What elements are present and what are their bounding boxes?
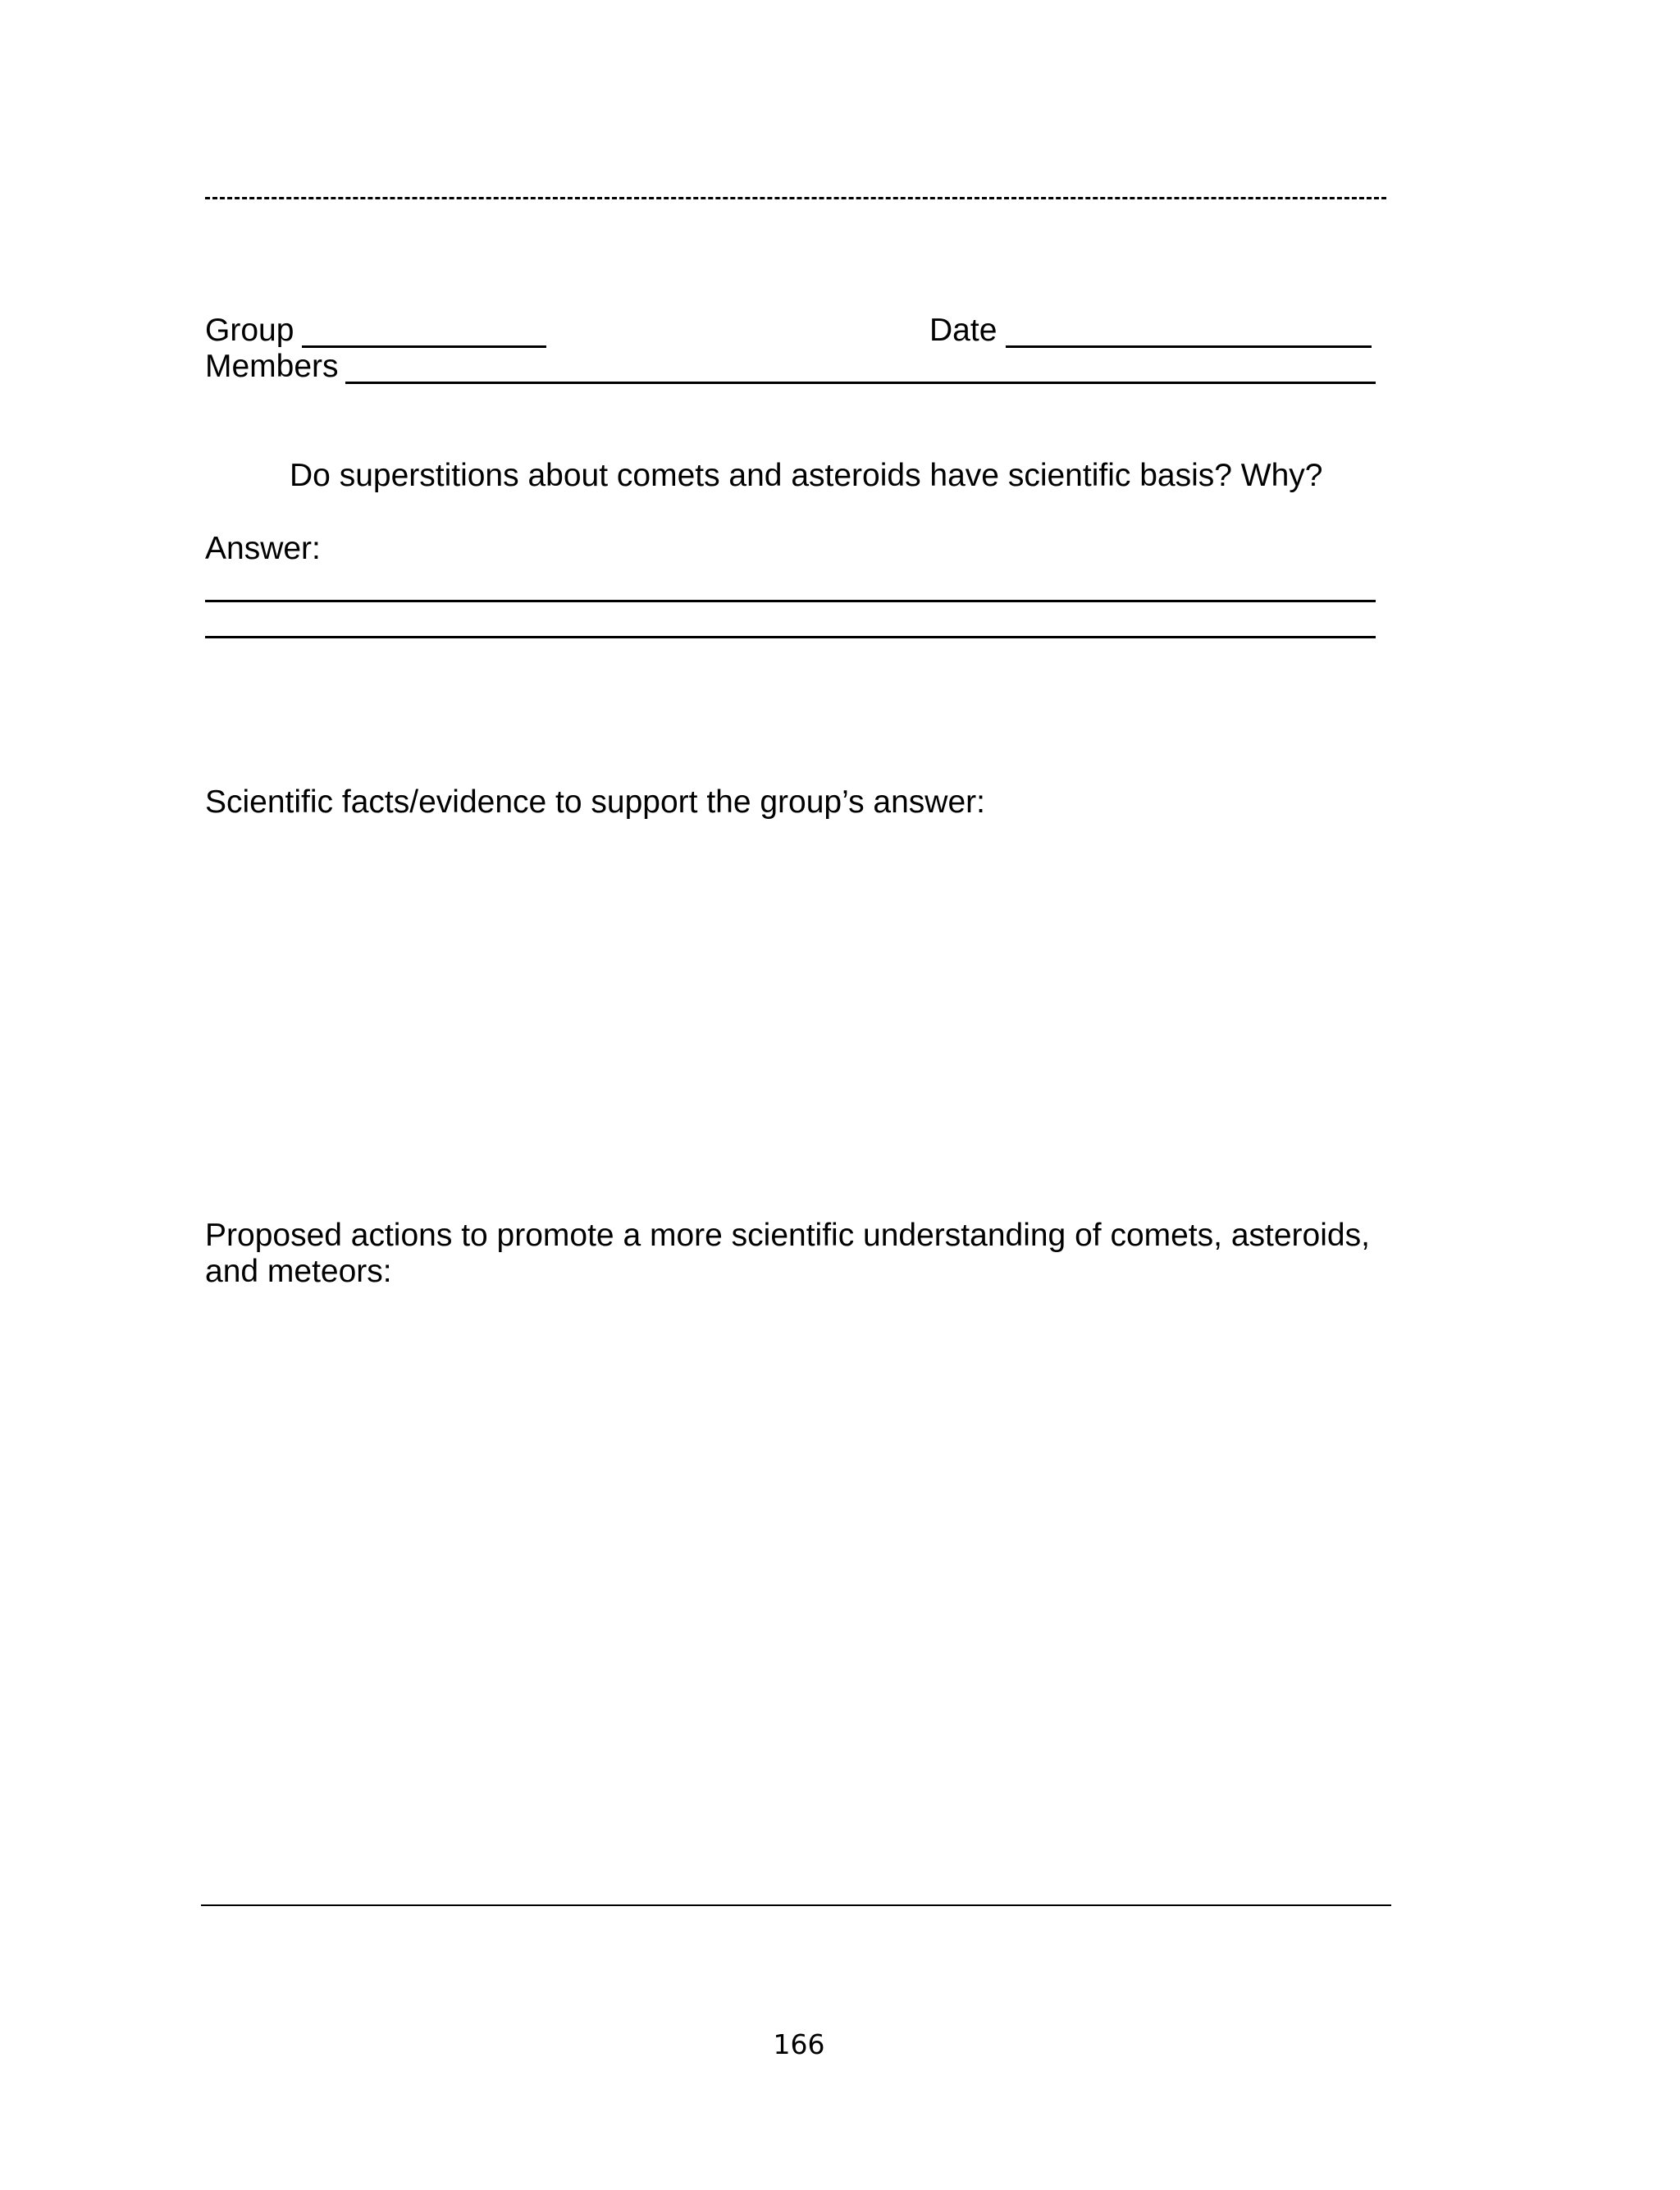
date-blank[interactable] — [1006, 345, 1372, 348]
evidence-label: Scientific facts/evidence to support the group’s answer: — [205, 784, 985, 820]
members-label: Members — [205, 349, 339, 384]
actions-label-line-2: and meteors: — [205, 1254, 392, 1289]
actions-label-line-1: Proposed actions to promote a more scientific understanding of comets, asteroids, — [205, 1218, 1370, 1253]
page-number: 166 — [773, 2028, 825, 2060]
answer-label: Answer: — [205, 531, 321, 566]
group-blank[interactable] — [302, 345, 546, 348]
answer-line-2[interactable] — [205, 636, 1376, 638]
cut-line — [205, 197, 1386, 199]
question-text: Do superstitions about comets and asteroids have scientific basis? Why? — [290, 458, 1323, 493]
group-label: Group — [205, 313, 294, 348]
date-label: Date — [929, 313, 998, 348]
footer-rule — [201, 1904, 1391, 1906]
members-blank[interactable] — [345, 382, 1376, 384]
answer-line-1[interactable] — [205, 600, 1376, 602]
